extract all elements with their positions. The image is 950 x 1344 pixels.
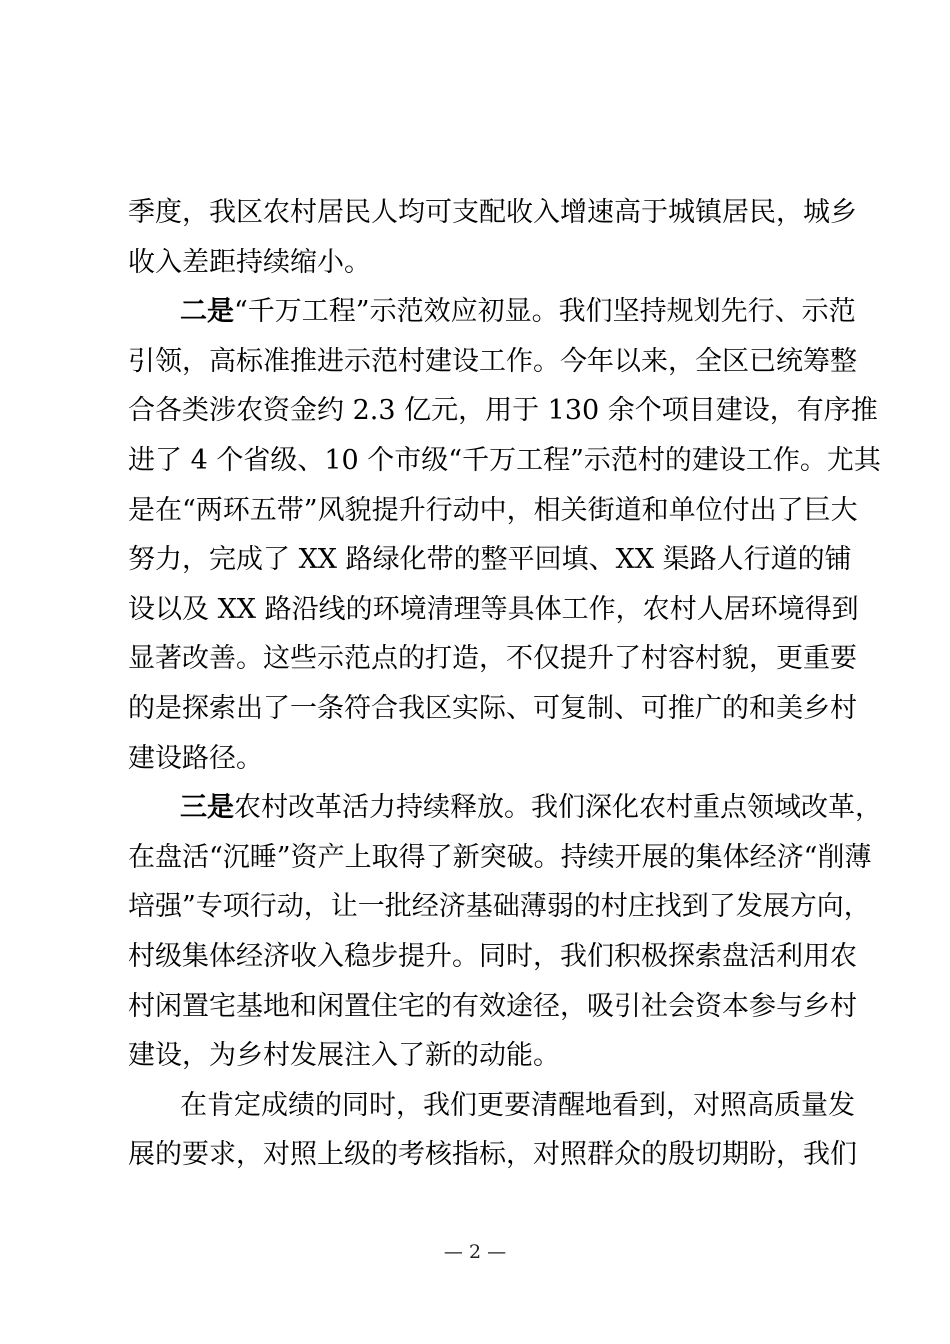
paragraph-1-line-1: 季度，我区农村居民人均可支配收入增速高于城镇居民，城乡 <box>128 197 857 228</box>
paragraph-4-line-1: 在肯定成绩的同时，我们更要清醒地看到，对照高质量发 <box>180 1089 855 1121</box>
paragraph-3-line-1 <box>128 783 882 833</box>
paragraph-2-line-9: 的是探索出了一条符合我区实际、可复制、可推广的和美乡村 <box>128 692 857 724</box>
paragraph-2-line-7: 设以及 XX 路沿线的环境清理等具体工作，农村人居环境得到 <box>128 593 859 625</box>
paragraph-2-lead: 二是 <box>180 296 234 328</box>
paragraph-1-line-2: 收入差距持续缩小。 <box>128 246 371 278</box>
paragraph-2-line-5: 是在“两环五带”风貌提升行动中，相关街道和单位付出了巨大 <box>128 494 858 526</box>
paragraph-3-line-6: 建设，为乡村发展注入了新的动能。 <box>128 1040 560 1072</box>
paragraph-3-line-4: 村级集体经济收入稳步提升。同时，我们积极探索盘活利用农 <box>128 940 857 972</box>
paragraph-2-line-3: 合各类涉农资金约 2.3 亿元，用于 130 余个项目建设，有序推 <box>128 395 878 427</box>
paragraph-3-line-5: 村闲置宅基地和闲置住宅的有效途径，吸引社会资本参与乡村 <box>128 990 857 1022</box>
paragraph-4-line-2: 展的要求，对照上级的考核指标，对照群众的殷切期盼，我们 <box>128 1139 857 1171</box>
paragraph-3-lead: 三是 <box>180 792 234 824</box>
paragraph-2-line-8: 显著改善。这些示范点的打造，不仅提升了村容村貌，更重要 <box>128 643 857 675</box>
paragraph-2-line-1 <box>128 287 856 337</box>
paragraph-2-line-2: 引领，高标准推进示范村建设工作。今年以来，全区已统筹整 <box>128 345 857 377</box>
paragraph-2-line-10: 建设路径。 <box>128 742 263 774</box>
paragraph-2-line-1-text: “千万工程”示范效应初显。我们坚持规划先行、示范 <box>234 296 856 328</box>
paragraph-2-line-6: 努力，完成了 XX 路绿化带的整平回填、XX 渠路人行道的铺 <box>128 544 852 576</box>
document-body <box>128 188 882 1180</box>
paragraph-3-line-1-text: 农村改革活力持续释放。我们深化农村重点领域改革， <box>234 792 882 824</box>
paragraph-3-line-2: 在盘活“沉睡”资产上取得了新突破。持续开展的集体经济“削薄 <box>128 841 872 873</box>
paragraph-2-line-4: 进了 4 个省级、10 个市级“千万工程”示范村的建设工作。尤其 <box>128 444 881 476</box>
paragraph-3-line-3: 培强”专项行动，让一批经济基础薄弱的村庄找到了发展方向， <box>128 891 871 923</box>
page-number: — 2 — <box>443 1241 507 1263</box>
